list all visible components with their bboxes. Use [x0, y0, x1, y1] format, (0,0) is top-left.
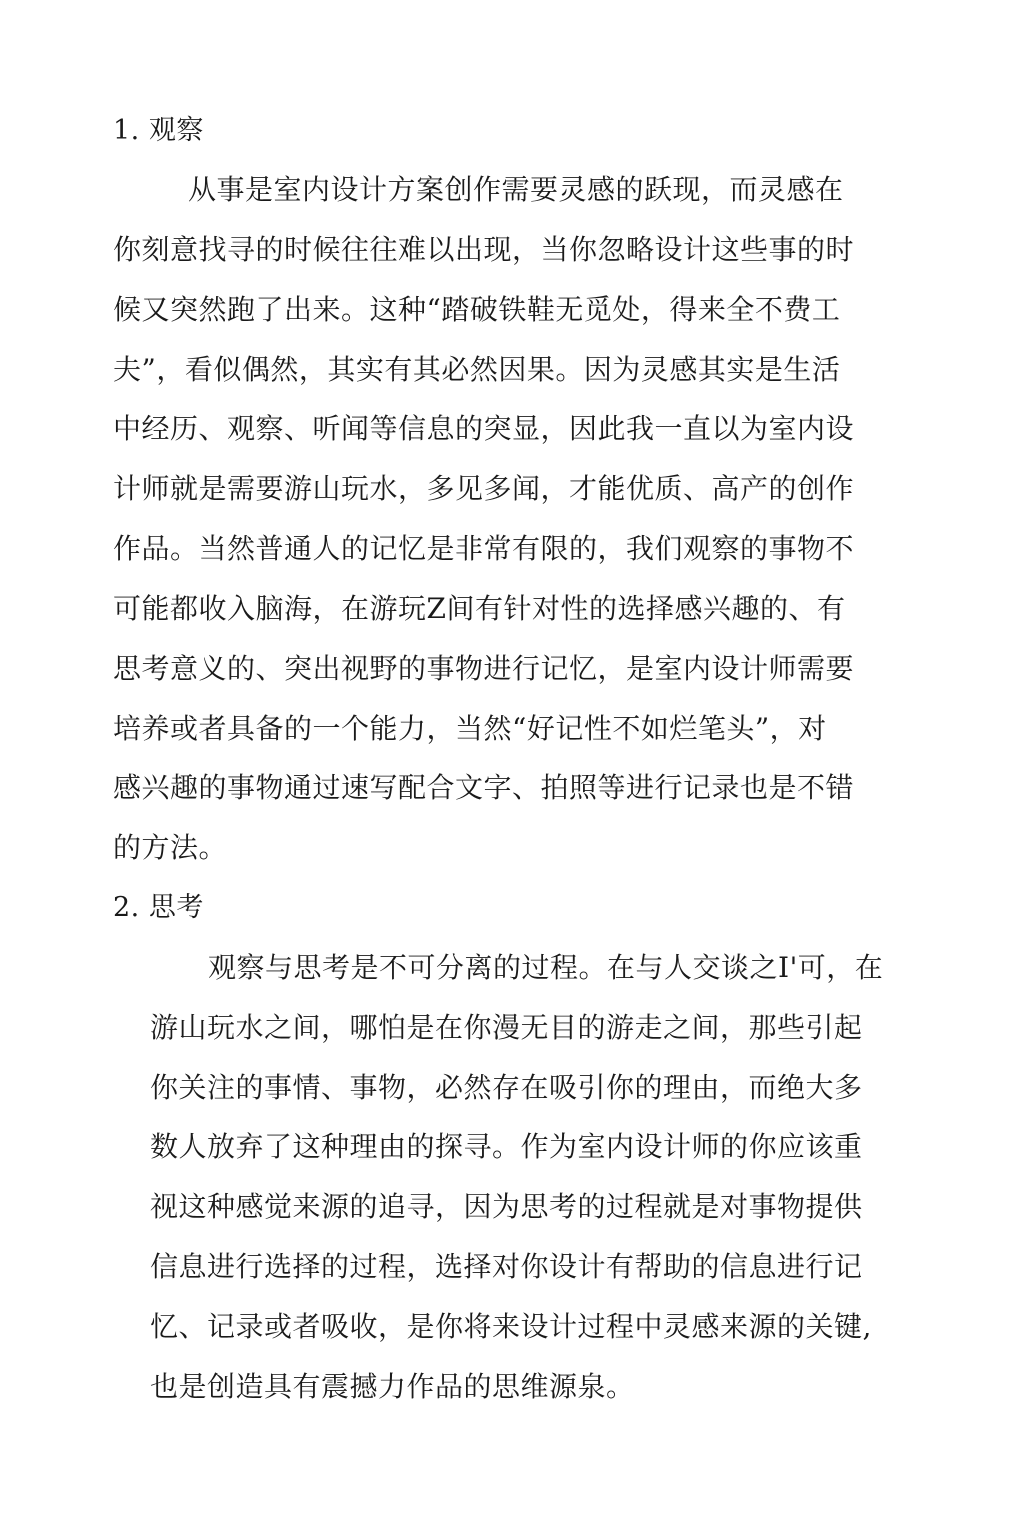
section-1-heading: 1. 观察: [113, 115, 204, 146]
section-2-line: 你关注的事情、事物，必然存在吸引你的理由，而绝大多: [150, 1071, 863, 1104]
section-1-line: 从事是室内设计方案创作需要灵感的跃现，而灵感在: [188, 173, 844, 206]
section-2-line: 信息进行选择的过程，选择对你设计有帮助的信息进行记: [150, 1250, 863, 1283]
section-2-line: 数人放弃了这种理由的探寻。作为室内设计师的你应该重: [150, 1130, 863, 1163]
section-1-line: 你刻意找寻的时候往往难以出现，当你忽略设计这些事的时: [113, 233, 855, 266]
section-1-line: 感兴趣的事物通过速写配合文字、拍照等进行记录也是不错: [113, 771, 855, 804]
section-1-line: 候又突然跑了出来。这种“踏破铁鞋无觅处，得来全不费工: [113, 293, 841, 326]
section-2-heading: 2. 思考: [113, 892, 204, 923]
section-1-line: 培养或者具备的一个能力，当然“好记性不如烂笔头”，对: [113, 712, 827, 745]
section-1-line: 的方法。: [113, 831, 228, 864]
section-2-line: 视这种感觉来源的追寻，因为思考的过程就是对事物提供: [150, 1190, 863, 1223]
section-1-line: 计师就是需要游山玩水，多见多闻，才能优质、高产的创作: [113, 472, 855, 505]
section-2-line: 也是创造具有震撼力作品的思维源泉。: [150, 1370, 635, 1403]
section-1-line: 夫”，看似偶然，其实有其必然因果。因为灵感其实是生活: [113, 353, 841, 386]
section-2-line: 忆、记录或者吸收，是你将来设计过程中灵感来源的关键,: [150, 1310, 872, 1343]
section-2-line: 游山玩水之间，哪怕是在你漫无目的游走之间，那些引起: [150, 1011, 863, 1044]
section-1-line: 思考意义的、突出视野的事物进行记忆，是室内设计师需要: [113, 652, 855, 685]
section-1-line: 可能都收入脑海，在游玩Z间有针对性的选择感兴趣的、有: [113, 592, 846, 625]
section-1-line: 中经历、观察、听闻等信息的突显，因此我一直以为室内设: [113, 412, 855, 445]
section-1-line: 作品。当然普通人的记忆是非常有限的，我们观察的事物不: [113, 532, 855, 565]
section-2-line: 观察与思考是不可分离的过程。在与人交谈之I'可，在: [208, 951, 884, 984]
